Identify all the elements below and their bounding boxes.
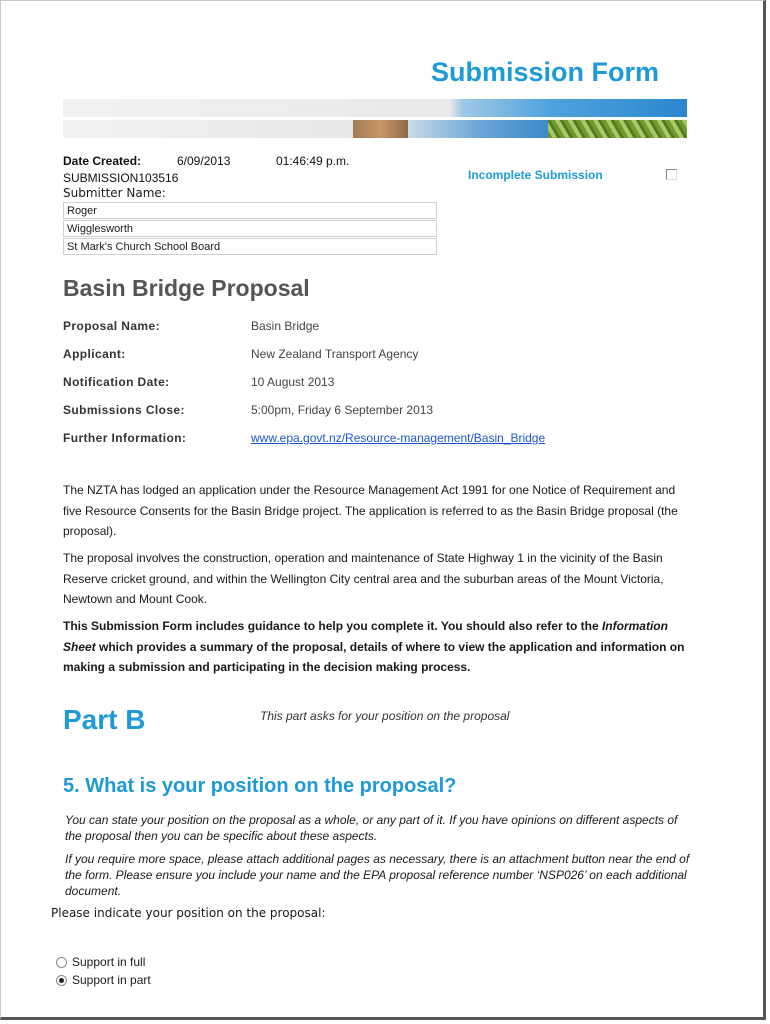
date-created-value: 6/09/2013 (177, 154, 231, 168)
question-5-heading: 5. What is your position on the proposal? (63, 775, 457, 797)
radio-support-in-full[interactable] (56, 957, 67, 968)
question-5-guidance-1: You can state your position on the proposal as a whole, or any part of it. If you have opinions on different aspects of the proposal then you can be specific about these aspects. (65, 813, 678, 843)
submission-id: SUBMISSION103516 (63, 171, 179, 185)
applicant-label: Applicant: (63, 347, 126, 361)
further-information-link[interactable]: www.epa.govt.nz/Resource-management/Basin_Bridge (251, 431, 546, 445)
submitter-last-name-field[interactable]: Wigglesworth (63, 220, 437, 237)
submissions-close-value: 5:00pm, Friday 6 September 2013 (251, 403, 434, 417)
submissions-close-label: Submissions Close: (63, 403, 185, 417)
part-b-note: This part asks for your position on the proposal (260, 709, 510, 723)
date-created-label: Date Created: (63, 154, 142, 168)
part-b-title: Part B (63, 704, 146, 735)
question-5-guidance-2: If you require more space, please attach additional pages as necessary, there is an attachment button near the end of the form. Please ensure you include your name and the EPA proposal reference number ‘NSP026’ on each additional document. (65, 852, 690, 898)
option-support-in-part[interactable] (56, 973, 151, 987)
notification-date-value: 10 August 2013 (251, 375, 335, 389)
proposal-name-label: Proposal Name: (63, 319, 160, 333)
incomplete-submission-label: Incomplete Submission (468, 168, 603, 182)
form-title: Submission Form (431, 57, 660, 87)
position-prompt: Please indicate your position on the proposal: (51, 906, 326, 920)
radio-support-in-part[interactable] (56, 975, 67, 986)
submitter-name-label: Submitter Name: (63, 186, 166, 200)
intro-paragraph-1: The NZTA has lodged an application under the Resource Management Act 1991 for one Notice of Requirement and five Resource Consents for the Basin Bridge project. The application is referred to as the Basin Bridge proposal (the proposal). (63, 483, 678, 538)
option-support-in-full-label: Support in full (72, 955, 146, 969)
proposal-heading: Basin Bridge Proposal (63, 275, 310, 301)
proposal-name-value: Basin Bridge (251, 319, 320, 333)
time-created-value: 01:46:49 p.m. (276, 154, 350, 168)
notification-date-label: Notification Date: (63, 375, 170, 389)
option-support-in-full[interactable] (56, 955, 145, 969)
option-support-in-part-label: Support in part (72, 973, 151, 987)
guidance-paragraph: This Submission Form includes guidance to help you complete it. You should also refer to the Information Sheet which provides a summary of the proposal, details of where to view the application and information on making a submission and participating in the decision making process. (63, 619, 685, 674)
applicant-value: New Zealand Transport Agency (251, 347, 419, 361)
intro-paragraph-2: The proposal involves the construction, operation and maintenance of State Highway 1 in the vicinity of the Basin Reserve cricket ground, and within the Wellington City central area and the suburban areas of the Mount Victoria, Newtown and Mount Cook. (63, 551, 664, 606)
further-information-label: Further Information: (63, 431, 187, 445)
header-banner-top (63, 99, 687, 117)
submitter-first-name-field[interactable]: Roger (63, 202, 437, 219)
incomplete-submission-checkbox[interactable] (666, 169, 677, 180)
submitter-organisation-field[interactable]: St Mark's Church School Board (63, 238, 437, 255)
header-banner-bottom (63, 120, 687, 138)
